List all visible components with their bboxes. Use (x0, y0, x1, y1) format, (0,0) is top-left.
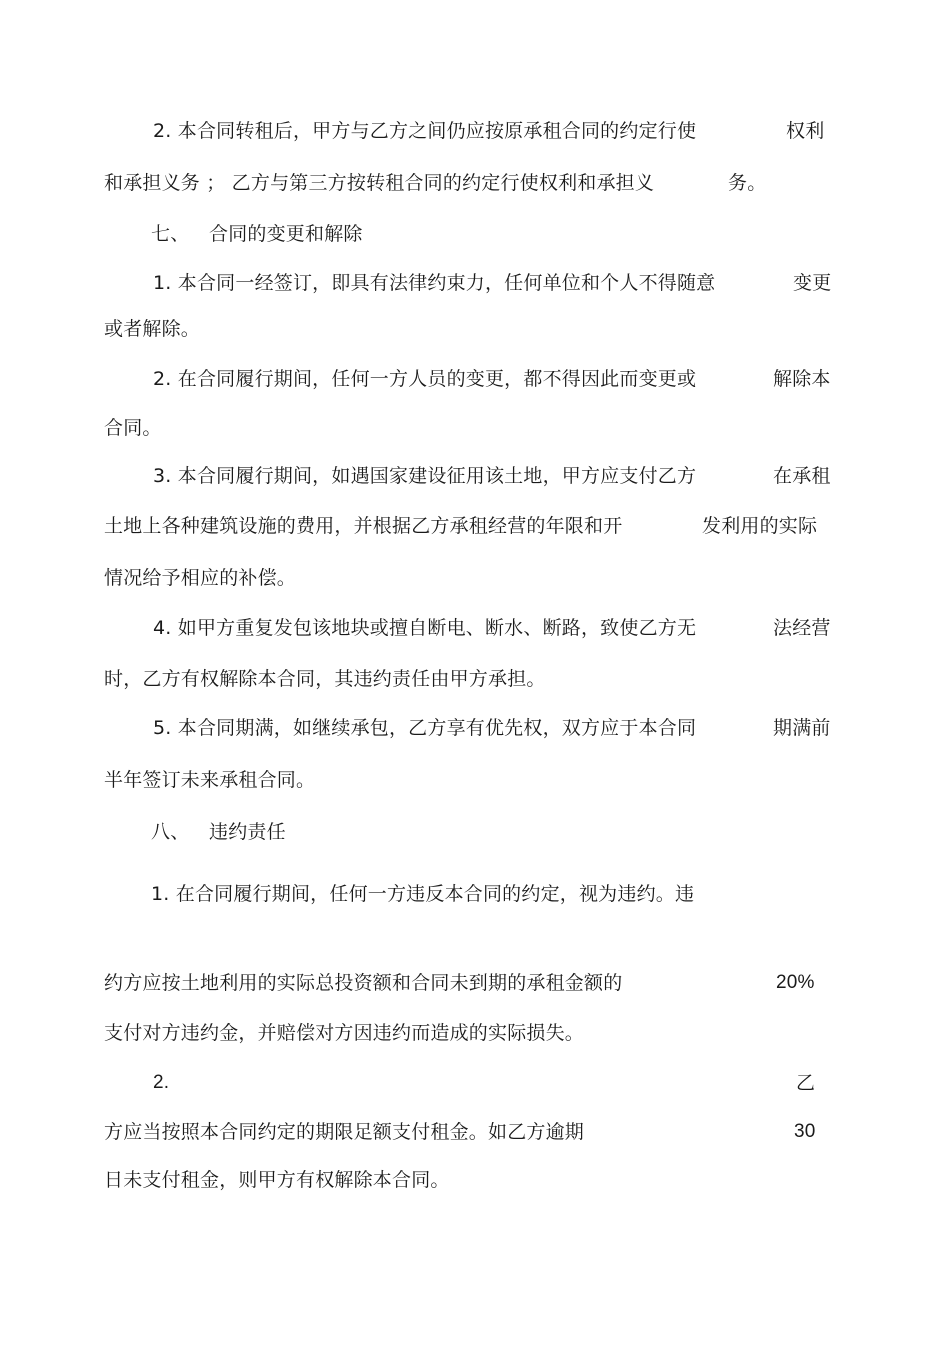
clause7-3-line1-tail: 在承租 (773, 465, 831, 487)
clause8-2-line3: 日未支付租金，则甲方有权解除本合同。 (104, 1169, 450, 1191)
clause8-1-line2-text: 约方应按土地利用的实际总投资额和合同未到期的承租金额的 (104, 972, 623, 994)
clause8-1-line3: 支付对方违约金，并赔偿对方因违约而造成的实际损失。 (104, 1022, 585, 1044)
clause8-2-line1-tail: 乙 (796, 1072, 816, 1094)
clause7-2-line1-text: 2. 在合同履行期间，任何一方人员的变更，都不得因此而变更或 (153, 368, 697, 390)
p1-line2-text: 和承担义务 ； 乙方与第三方按转租合同的约定行使权利和承担义 (104, 172, 655, 194)
clause7-5-line2: 半年签订未来承租合同。 (104, 769, 316, 791)
section7-number: 七、 (151, 223, 190, 245)
clause8-2-line1-number: 2. (153, 1072, 170, 1093)
p1-line1-text: 2. 本合同转租后，甲方与乙方之间仍应按原承租合同的约定行使 (153, 120, 697, 142)
section8-number: 八、 (151, 821, 190, 843)
p1-line1-tail: 权利 (786, 120, 825, 142)
section7-title: 合同的变更和解除 (209, 223, 363, 245)
clause7-1-line1-tail: 变更 (793, 272, 832, 294)
clause7-5-line1-tail: 期满前 (773, 717, 831, 739)
clause7-4-line1-text: 4. 如甲方重复发包该地块或擅自断电、断水、断路，致使乙方无 (153, 617, 697, 639)
clause8-1-line1: 1. 在合同履行期间，任何一方违反本合同的约定，视为违约。违 (151, 883, 695, 905)
clause7-3-line1-text: 3. 本合同履行期间，如遇国家建设征用该土地，甲方应支付乙方 (153, 465, 697, 487)
clause7-3-line2-tail: 发利用的实际 (702, 515, 818, 537)
section8-title: 违约责任 (209, 821, 286, 843)
clause7-3-line2-text: 土地上各种建筑设施的费用，并根据乙方承租经营的年限和开 (104, 515, 623, 537)
clause7-3-line3: 情况给予相应的补偿。 (104, 567, 297, 589)
clause8-1-line2-percent: 20% (776, 972, 815, 993)
clause7-1-line1-text: 1. 本合同一经签订，即具有法律约束力，任何单位和个人不得随意 (153, 272, 716, 294)
clause7-2-line1-tail: 解除本 (773, 368, 831, 390)
clause7-4-line1-tail: 法经营 (773, 617, 831, 639)
p1-line2-tail: 务。 (728, 172, 767, 194)
clause7-5-line1-text: 5. 本合同期满，如继续承包，乙方享有优先权，双方应于本合同 (153, 717, 697, 739)
clause7-2-line2: 合同。 (104, 417, 162, 439)
clause7-1-line2: 或者解除。 (104, 318, 201, 340)
clause8-2-line2-days: 30 (794, 1121, 816, 1142)
clause7-4-line2: 时，乙方有权解除本合同，其违约责任由甲方承担。 (104, 668, 546, 690)
clause8-2-line2-text: 方应当按照本合同约定的期限足额支付租金。如乙方逾期 (104, 1121, 585, 1143)
